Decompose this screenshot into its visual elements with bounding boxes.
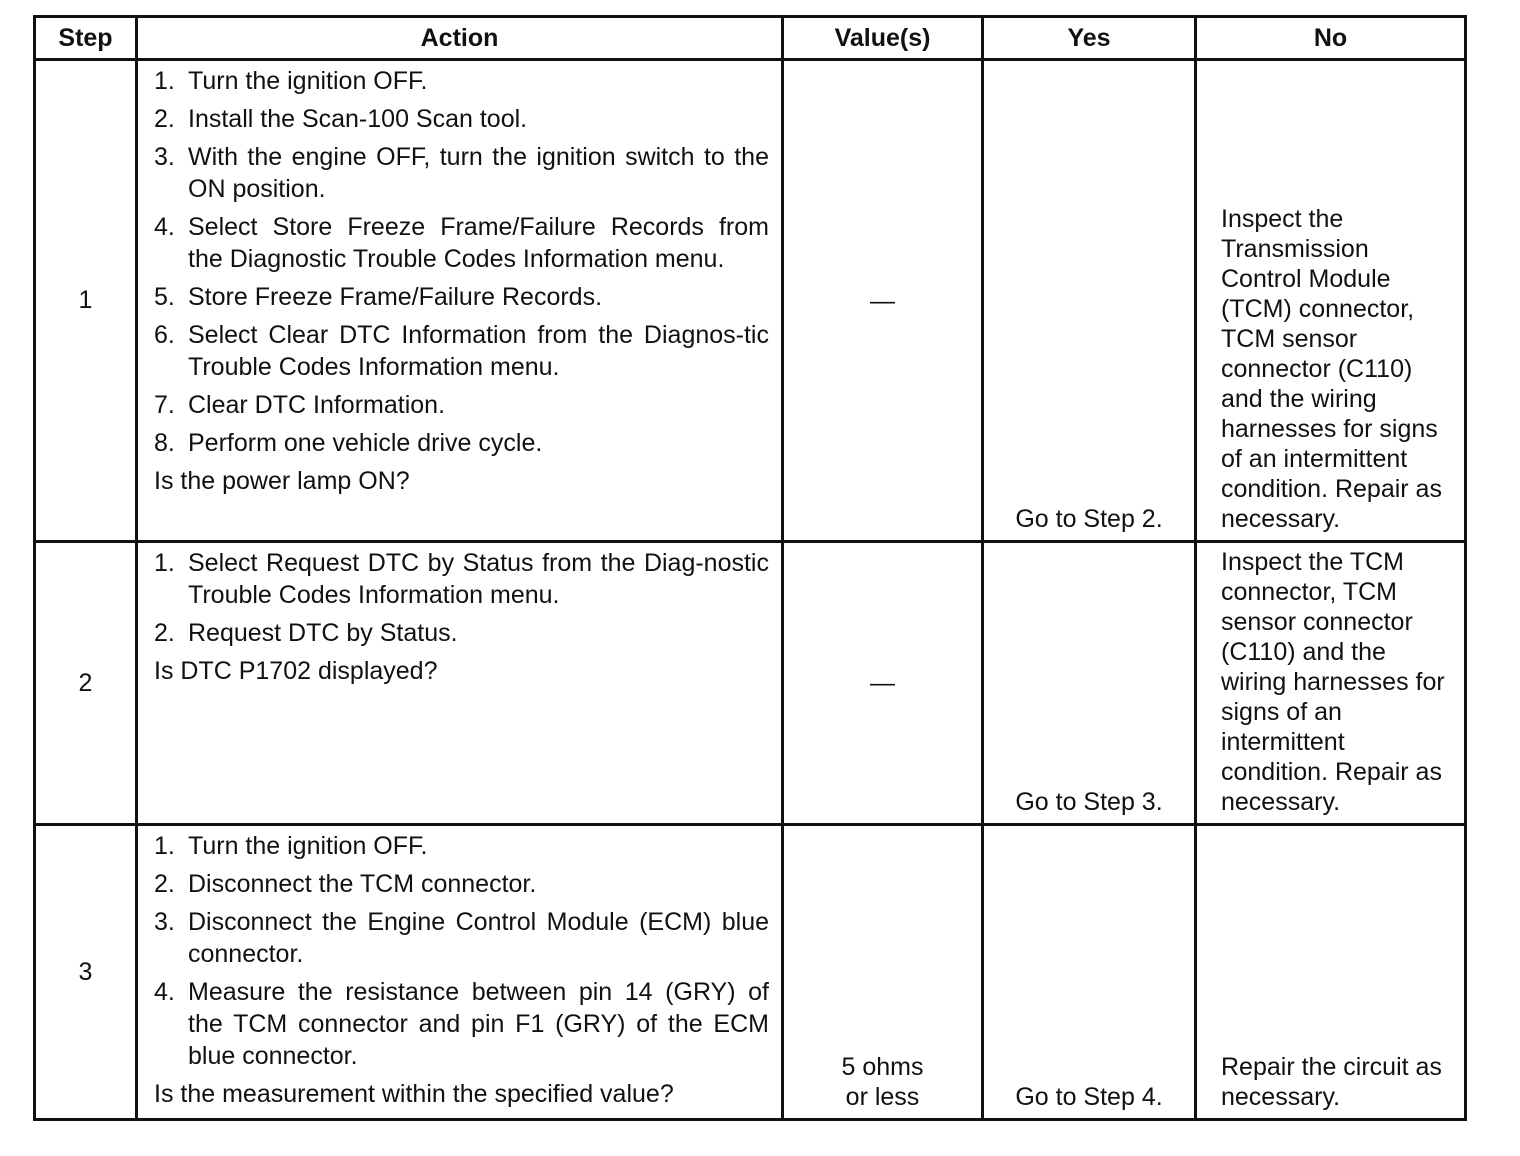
yes-cell: Go to Step 3.: [983, 542, 1196, 825]
step-question: Is DTC P1702 displayed?: [154, 657, 438, 685]
yes-cell: Go to Step 4.: [983, 825, 1196, 1120]
table-row-step-1: [35, 60, 1466, 542]
action-cell: [137, 542, 783, 825]
list-item: 6. Select Clear DTC Information from the Diagnos-tic Trouble Codes Information menu.: [154, 321, 769, 381]
value-dash: —: [870, 669, 895, 697]
list-item: 4. Select Store Freeze Frame/Failure Records from the Diagnostic Trouble Codes Information menu.: [154, 213, 769, 273]
list-item: 2. Disconnect the TCM connector.: [154, 870, 537, 898]
value-line-1: 5 ohms: [841, 1053, 924, 1081]
list-item: 4. Measure the resistance between pin 14 (GRY) of the TCM connector and pin F1 (GRY) of the ECM blue connector.: [154, 978, 769, 1070]
table-row-step-3: [35, 825, 1466, 1120]
header-no: No: [1196, 17, 1466, 60]
action-cell: [137, 825, 783, 1120]
list-item: 1. Turn the ignition OFF.: [154, 67, 428, 95]
list-item: 2. Request DTC by Status.: [154, 619, 458, 647]
step-question: Is the measurement within the specified value?: [154, 1080, 674, 1108]
value-dash: —: [870, 286, 895, 315]
yes-cell: Go to Step 2.: [983, 60, 1196, 542]
header-action: Action: [137, 17, 783, 60]
action-cell: [137, 60, 783, 542]
action-list: [154, 547, 769, 649]
no-cell: Inspect the Transmission Control Module (TCM) connector, TCM sensor connector (C110) and the wiring harnesses for signs of an intermittent condition. Repair as necessary.: [1196, 60, 1466, 542]
value-cell: [783, 542, 983, 825]
step-question: Is the power lamp ON?: [154, 467, 410, 495]
no-cell: Repair the circuit as necessary.: [1196, 825, 1466, 1120]
action-list: [154, 65, 769, 459]
value-cell: [783, 825, 983, 1120]
list-item: 5. Store Freeze Frame/Failure Records.: [154, 283, 603, 311]
step-number: 3: [35, 825, 137, 1120]
table-row-step-2: [35, 542, 1466, 825]
list-item: 2. Install the Scan-100 Scan tool.: [154, 105, 528, 133]
action-list: [154, 830, 769, 1072]
list-item: 7. Clear DTC Information.: [154, 391, 446, 419]
list-item: 3. Disconnect the Engine Control Module (ECM) blue connector.: [154, 908, 769, 968]
value-cell: [783, 60, 983, 542]
list-item: 3. With the engine OFF, turn the ignition switch to the ON position.: [154, 143, 769, 203]
header-yes: Yes: [983, 17, 1196, 60]
list-item: 8. Perform one vehicle drive cycle.: [154, 429, 543, 457]
value-line-2: or less: [845, 1083, 920, 1111]
list-item: 1. Turn the ignition OFF.: [154, 832, 428, 860]
step-number: 1: [35, 60, 137, 542]
step-number: 2: [35, 542, 137, 825]
no-cell: Inspect the TCM connector, TCM sensor connector (C110) and the wiring harnesses for signs of an intermittent condition. Repair as necessary.: [1196, 542, 1466, 825]
header-values: Value(s): [783, 17, 983, 60]
list-item: 1. Select Request DTC by Status from the Diag-nostic Trouble Codes Information menu.: [154, 549, 769, 609]
diagnostic-table: [33, 15, 1467, 1121]
header-step: Step: [35, 17, 137, 60]
header-row: [35, 17, 1466, 60]
